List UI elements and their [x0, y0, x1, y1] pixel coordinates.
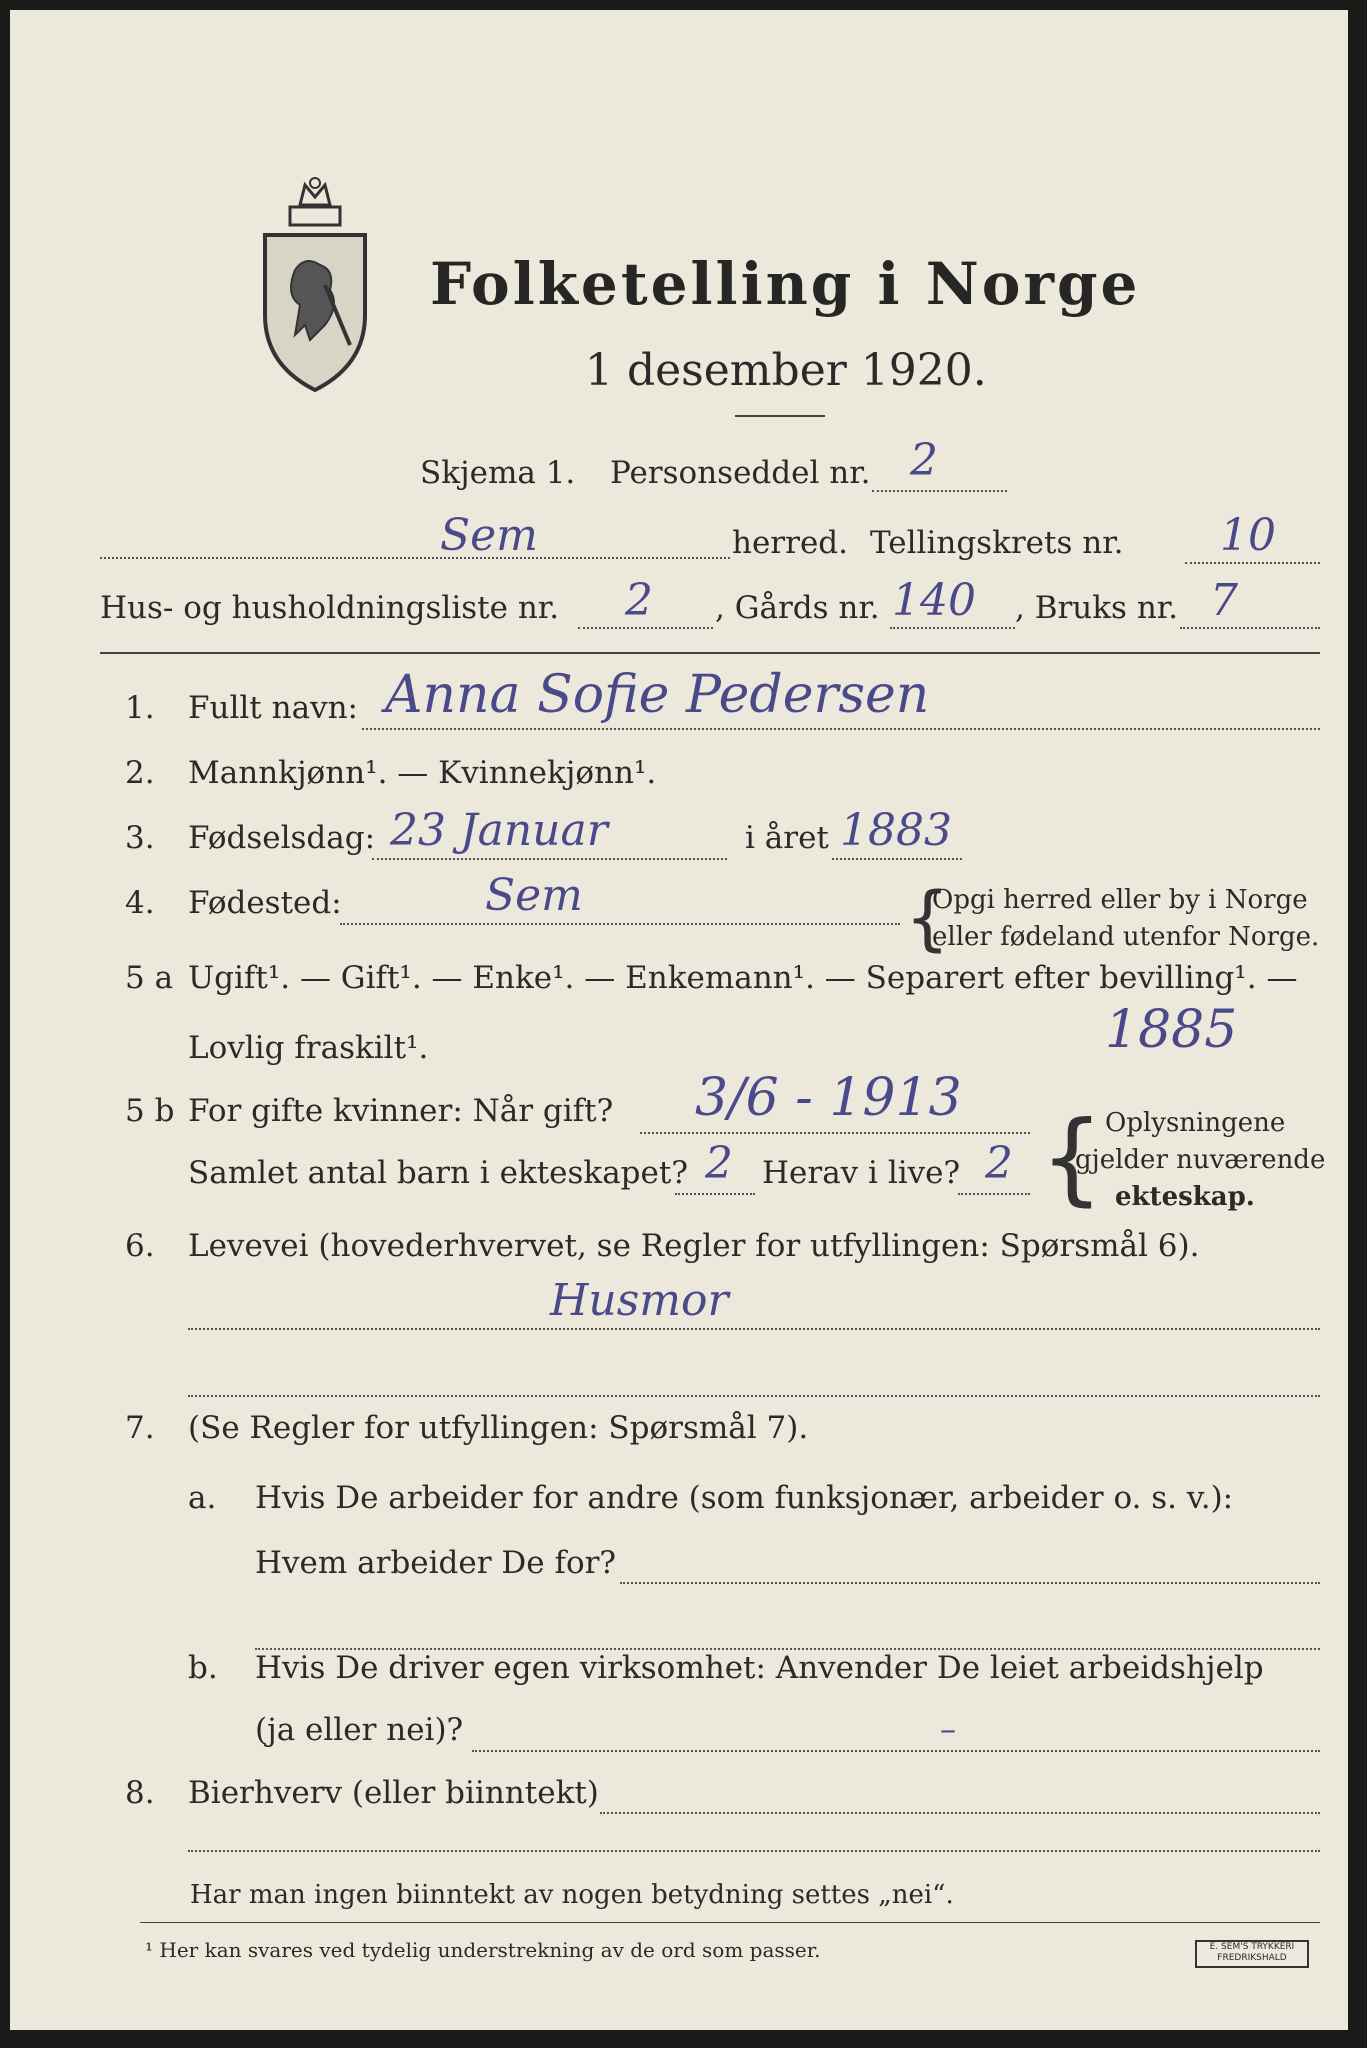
q5b-alive-label: Herav i live?: [762, 1155, 961, 1191]
q7-label: (Se Regler for utfyllingen: Spørsmål 7).: [188, 1410, 809, 1446]
gards-value: 140: [892, 575, 976, 626]
hus-value: 2: [625, 575, 653, 626]
header-rule: [100, 652, 1320, 654]
q5a-annotation: 1885: [1105, 1000, 1238, 1060]
q7a-label: Hvis De arbeider for andre (som funksjonær, arbeider o. s. v.):: [255, 1480, 1234, 1516]
q5b-children-value: 2: [705, 1138, 733, 1189]
herred-label: herred.: [732, 525, 848, 561]
q4-note-line1: Opgi herred eller by i Norge: [932, 885, 1308, 915]
q3-year-dotline: [832, 858, 962, 860]
printer-stamp: [1195, 1940, 1309, 1968]
footnote-rule: [140, 1922, 1320, 1923]
q5b-number: 5 b: [125, 1093, 175, 1129]
q5a-label-line2: Lovlig fraskilt¹.: [188, 1030, 429, 1066]
q7a-dotline1: [620, 1582, 1320, 1584]
q7a-label-line2: Hvem arbeider De for?: [255, 1545, 617, 1581]
q1-label: Fullt navn:: [188, 690, 358, 726]
q6-label: Levevei (hovederhvervet, se Regler for utfyllingen: Spørsmål 6).: [188, 1228, 1200, 1264]
personseddel-label: Personseddel nr.: [610, 455, 871, 491]
q8-label: Bierhverv (eller biinntekt): [188, 1775, 599, 1811]
q5a-number: 5 a: [125, 960, 174, 996]
q5b-alive-dotline: [958, 1193, 1030, 1195]
q5a-label: Ugift¹. — Gift¹. — Enke¹. — Enkemann¹. — Separert efter bevilling¹. —: [188, 960, 1298, 996]
q3-dotline: [372, 858, 727, 860]
tellingskrets-dotline: [1185, 562, 1320, 564]
q7a-number: a.: [188, 1480, 217, 1516]
q7b-number: b.: [188, 1650, 218, 1686]
stamp-line2: FREDRIKSHALD: [1217, 1953, 1287, 1963]
q1-value: Anna Sofie Pedersen: [385, 665, 930, 725]
q5b-note-line2: gjelder nuværende: [1075, 1145, 1326, 1175]
q4-value: Sem: [485, 870, 583, 921]
q8-dotline2: [188, 1850, 1320, 1852]
tellingskrets-label: Tellingskrets nr.: [870, 525, 1124, 561]
q6-dotline1: [188, 1328, 1320, 1330]
q5b-note-line3: ekteskap.: [1115, 1182, 1255, 1212]
herred-value: Sem: [440, 510, 538, 561]
q8-number: 8.: [125, 1775, 155, 1811]
q6-number: 6.: [125, 1228, 155, 1264]
norway-coat-of-arms-icon: [250, 175, 380, 395]
census-date: 1 desember 1920.: [585, 345, 987, 396]
census-form: Folketelling i Norge 1 desember 1920. Skjema 1. Personseddel nr. 2 Sem herred. Tellingskrets nr. 10 Hus- og husholdningsliste nr. 2 , Gårds nr. 140 , Bruks nr. 7 1. Fullt navn: Anna Sofie Pedersen 2. Mannkjønn¹. — Kvinnekjønn¹. 3. Fødselsdag: 23 Januar i året 1883 4. Fødested: Sem { Opgi herred eller by i Norge eller fødeland utenfor Norge. 5 a Ugift¹. — Gift¹. — Enke¹. — Enkemann¹. — Separert efter bevilling¹. — Lovlig fraskilt¹. 1885 5 b For gifte kvinner: Når gift? 3/6 - 1913 Samlet antal barn i ekteskapet? 2 Herav i live? 2 { Oplysningene gjelder nuværende ekteskap. 6. Levevei (hovederhvervet, se Regler for utfyllingen: Spørsmål 6). Husmor 7. (Se Regler for utfyllingen: Spørsmål 7). a. Hvis De arbeider for andre (som funksjonær, arbeider o. s. v.): Hvem arbeider De for? b. Hvis De driver egen virksomhet: Anvender De leiet arbeidshjelp (ja eller nei)? – 8. Bierhverv (eller biinntekt) Har man ingen biinntekt av nogen betydning settes „nei“. ¹ Her kan svares ved tydelig understrekning av de ord som passer. E. SEM'S TRYKKERI FREDRIKSHALD: [10, 10, 1348, 2030]
herred-dotline: [100, 557, 730, 559]
q7-number: 7.: [125, 1410, 155, 1446]
q3-label: Fødselsdag:: [188, 820, 376, 856]
hus-label: Hus- og husholdningsliste nr.: [100, 590, 560, 626]
personseddel-dotline: [872, 490, 1007, 492]
gards-dotline: [890, 627, 1015, 629]
q3-year-label: i året: [745, 820, 829, 856]
q1-number: 1.: [125, 690, 155, 726]
q5b-note-line1: Oplysningene: [1105, 1108, 1286, 1138]
q3-year-value: 1883: [840, 805, 952, 856]
q6-dotline2: [188, 1395, 1320, 1397]
q1-dotline: [362, 728, 1320, 730]
q5b-label: For gifte kvinner: Når gift?: [188, 1093, 614, 1129]
q3-number: 3.: [125, 820, 155, 856]
bruks-value: 7: [1210, 575, 1238, 626]
q8-dotline1: [600, 1812, 1320, 1814]
bruks-dotline: [1180, 627, 1320, 629]
q2-number: 2.: [125, 755, 155, 791]
q7b-label: Hvis De driver egen virksomhet: Anvender De leiet arbeidshjelp: [255, 1650, 1264, 1686]
form-title: Folketelling i Norge: [430, 250, 1141, 318]
tellingskrets-value: 10: [1220, 510, 1276, 561]
q7b-label-line2: (ja eller nei)?: [255, 1712, 464, 1748]
q5b-value: 3/6 - 1913: [695, 1068, 962, 1128]
q5b-children-label: Samlet antal barn i ekteskapet?: [188, 1155, 688, 1191]
hus-dotline: [578, 627, 713, 629]
q6-value: Husmor: [550, 1275, 729, 1326]
q3-value: 23 Januar: [390, 805, 608, 856]
title-divider: [735, 415, 825, 417]
stamp-line1: E. SEM'S TRYKKERI: [1209, 1942, 1295, 1952]
q4-dotline: [340, 923, 900, 925]
footnote: ¹ Her kan svares ved tydelig understrekning av de ord som passer.: [145, 1938, 821, 1962]
q8-note: Har man ingen biinntekt av nogen betydning settes „nei“.: [190, 1880, 954, 1910]
q7b-value: –: [940, 1710, 956, 1748]
gards-label: , Gårds nr.: [715, 590, 880, 626]
q4-number: 4.: [125, 885, 155, 921]
q5b-children-dotline: [675, 1193, 755, 1195]
q2-label: Mannkjønn¹. — Kvinnekjønn¹.: [188, 755, 657, 791]
schema-label: Skjema 1.: [420, 455, 576, 491]
q4-label: Fødested:: [188, 885, 342, 921]
q7b-dotline: [472, 1750, 1320, 1752]
q5b-alive-value: 2: [985, 1138, 1013, 1189]
q4-note-line2: eller fødeland utenfor Norge.: [932, 922, 1320, 952]
personseddel-value: 2: [910, 435, 938, 486]
bruks-label: , Bruks nr.: [1015, 590, 1179, 626]
q5b-dotline: [640, 1132, 1030, 1134]
